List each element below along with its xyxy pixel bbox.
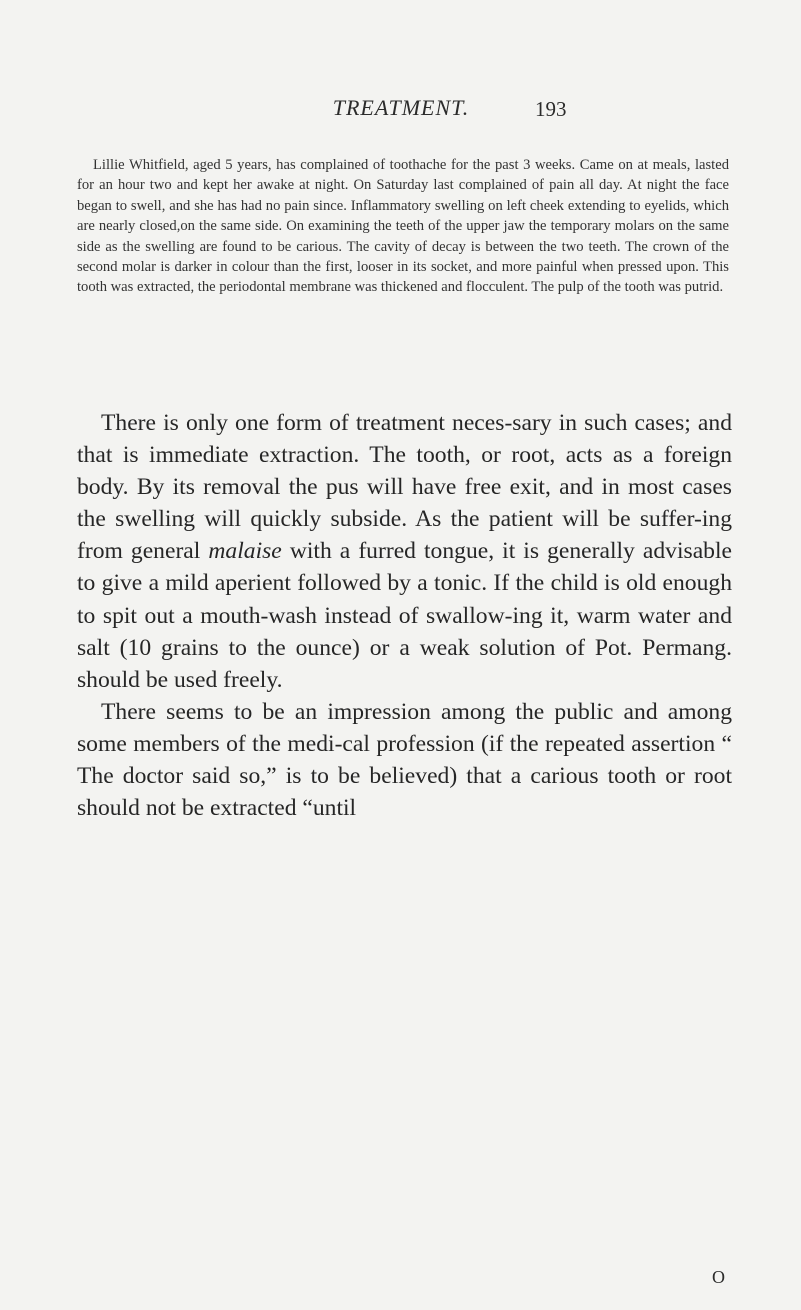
italic-term: malaise bbox=[208, 538, 282, 565]
treatment-paragraph bbox=[77, 407, 732, 824]
signature-mark: O bbox=[712, 1267, 725, 1287]
treatment-text-part2: with a furred tongue, it is generally advisable to give a mild aperient followed by a tonic. If the child is old enough to spit out a mouth-wash instead of swallow-ing it, warm water and salt (10 grains to the ounce) or a weak solution of Pot. Permang. should be used freely. bbox=[77, 538, 732, 693]
page-number: 193 bbox=[535, 97, 567, 121]
treatment-text-part1: There is only one form of treatment neces-sary in such cases; and that is immediate extraction. The tooth, or root, acts as a foreign body. By its removal the pus will have free exit, and in most cases the swelling will quickly subside. As the patient will be suffer-ing from general bbox=[77, 410, 732, 565]
impression-paragraph: There seems to be an impression among the public and among some members of the medi-cal profession (if the repeated assertion “ The doctor said so,” is to be believed) that a carious tooth or root should not be extracted “until bbox=[77, 698, 732, 822]
case-note-paragraph: Lillie Whitfield, aged 5 years, has complained of toothache for the past 3 weeks. Came on at meals, lasted for an hour two and kept her awake at night. On Saturday last complained of pain all day. At night the face began to swell, and she has had no pain since. Inflammatory swelling on left cheek extending to eyelids, which are nearly closed,on the same side. On examining the teeth of the upper jaw the temporary molars on the same side as the swelling are found to be carious. The cavity of decay is between the two teeth. The crown of the second molar is darker in colour than the first, looser in its socket, and more painful when pressed upon. This tooth was extracted, the periodontal membrane was thickened and flocculent. The pulp of the tooth was putrid. bbox=[77, 157, 729, 296]
running-title: TREATMENT. bbox=[332, 95, 470, 120]
running-head bbox=[0, 95, 801, 125]
